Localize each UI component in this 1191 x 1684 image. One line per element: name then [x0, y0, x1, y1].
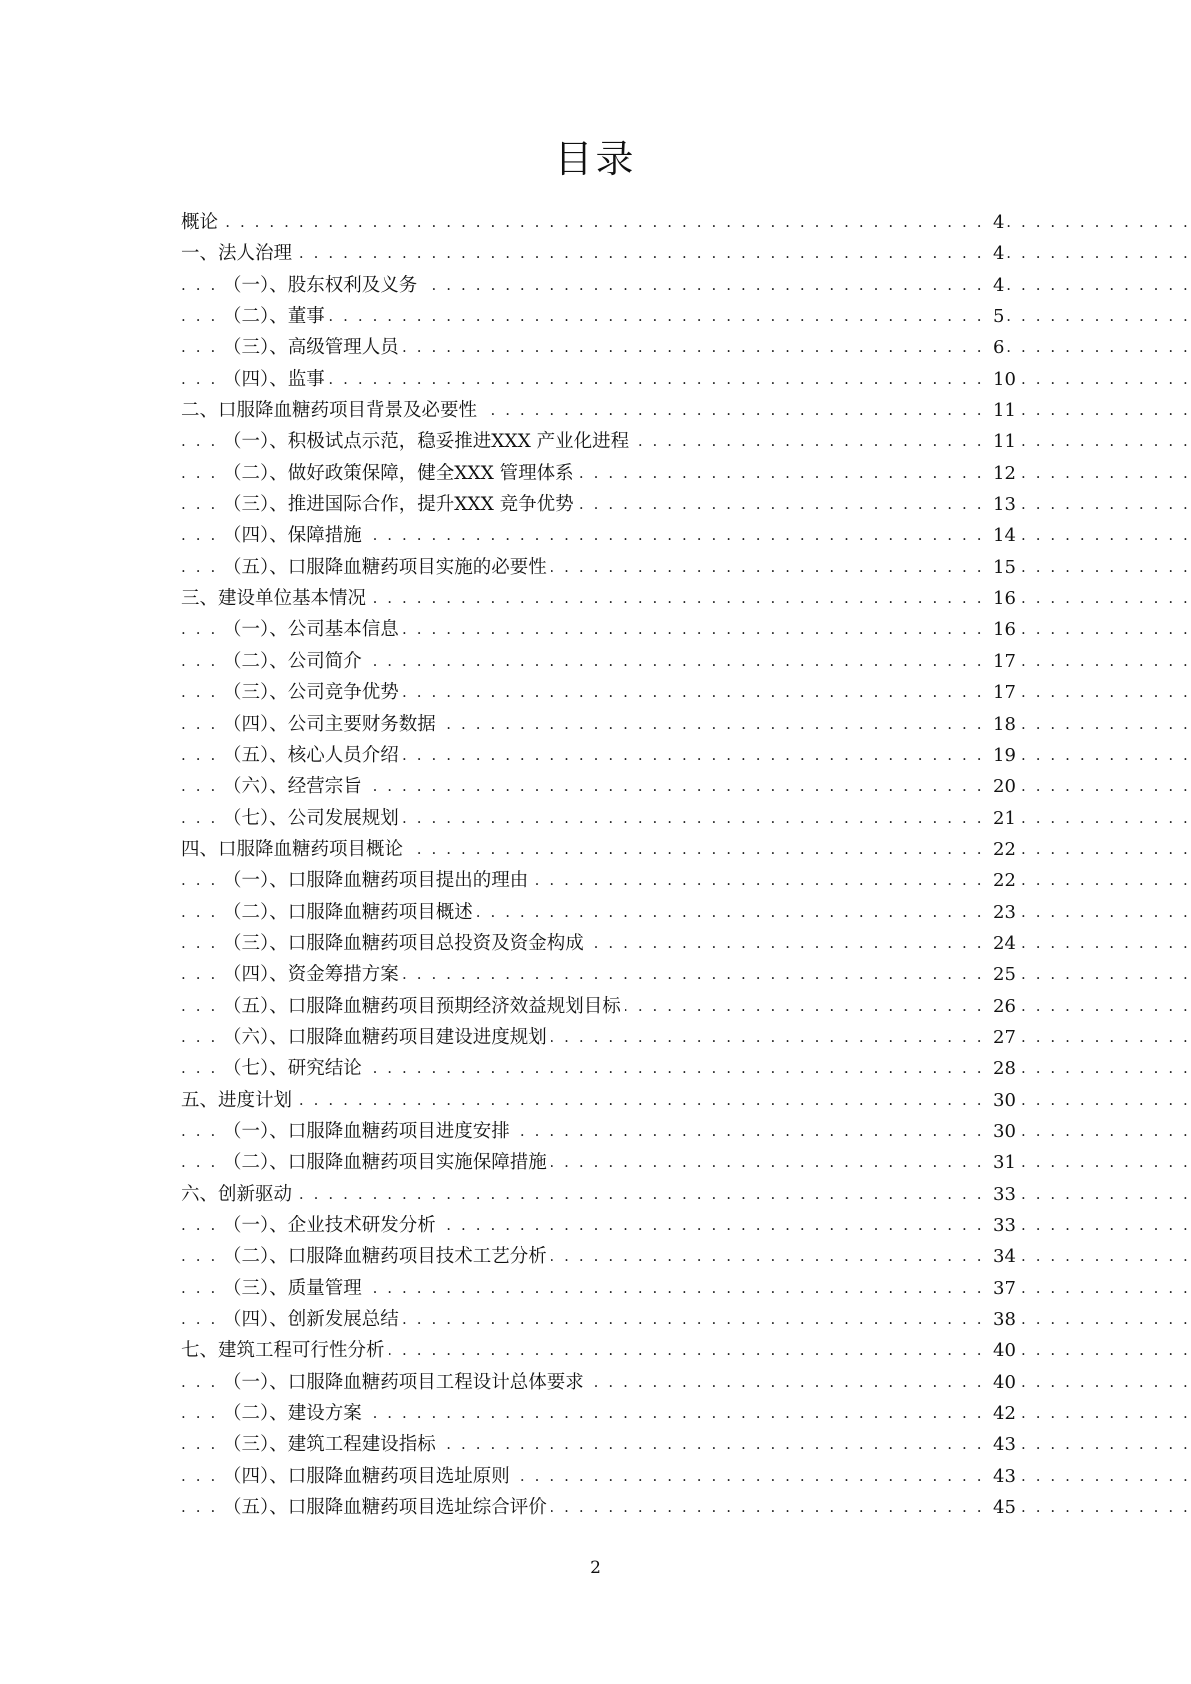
toc-entry-title: （五）、口服降血糖药项目预期经济效益规划目标 — [223, 996, 625, 1017]
toc-entry[interactable] — [181, 1492, 1191, 1523]
toc-entry-page-number: 5 — [991, 301, 1006, 332]
toc-entry-title: 二、口服降血糖药项目背景及必要性 — [181, 400, 481, 421]
toc-entry-title: （二）、董事 — [223, 306, 329, 327]
toc-entry-page-number: 43 — [991, 1429, 1018, 1460]
toc-entry-title: 七、建筑工程可行性分析 — [181, 1340, 389, 1361]
toc-entry-title: 四、口服降血糖药项目概论 — [181, 839, 407, 860]
toc-entry-title: （七）、研究结论 — [223, 1058, 366, 1079]
toc-dot-leader — [181, 207, 1191, 238]
toc-entry[interactable] — [181, 458, 1191, 489]
toc-entry-page-number: 33 — [991, 1210, 1018, 1241]
toc-entry-page-number: 4 — [991, 238, 1006, 269]
toc-entry-page-number: 16 — [991, 583, 1018, 614]
toc-entry[interactable] — [181, 395, 1191, 426]
toc-entry-page-number: 17 — [991, 646, 1018, 677]
toc-entry-page-number: 15 — [991, 552, 1018, 583]
toc-entry[interactable] — [181, 1273, 1191, 1304]
toc-entry[interactable] — [181, 1085, 1191, 1116]
toc-entry[interactable] — [181, 426, 1191, 457]
toc-entry-title: （二）、做好政策保障，健全XXX 管理体系 — [223, 463, 578, 484]
toc-entry-page-number: 12 — [991, 458, 1018, 489]
toc-entry-title: 三、建设单位基本情况 — [181, 588, 370, 609]
toc-entry[interactable] — [181, 803, 1191, 834]
toc-entry-title: （三）、质量管理 — [223, 1278, 366, 1299]
toc-entry-page-number: 33 — [991, 1179, 1018, 1210]
toc-entry[interactable] — [181, 332, 1191, 363]
toc-entry-title: （三）、高级管理人员 — [223, 337, 403, 358]
toc-entry-title: （四）、创新发展总结 — [223, 1309, 403, 1330]
toc-entry-title: （五）、核心人员介绍 — [223, 745, 403, 766]
toc-entry[interactable] — [181, 270, 1191, 301]
toc-entry-page-number: 38 — [991, 1304, 1018, 1335]
toc-entry-page-number: 24 — [991, 928, 1018, 959]
toc-entry[interactable] — [181, 238, 1191, 269]
toc-entry-title: （一）、公司基本信息 — [223, 619, 403, 640]
toc-entry-title: （五）、口服降血糖药项目实施的必要性 — [223, 557, 551, 578]
toc-entry-title: （七）、公司发展规划 — [223, 808, 403, 829]
toc-entry-page-number: 43 — [991, 1461, 1018, 1492]
toc-entry[interactable] — [181, 709, 1191, 740]
toc-entry-title: （四）、口服降血糖药项目选址原则 — [223, 1466, 514, 1487]
toc-entry-page-number: 23 — [991, 897, 1018, 928]
toc-entry-title: （一）、企业技术研发分析 — [223, 1215, 440, 1236]
toc-dot-leader — [181, 364, 1191, 395]
toc-entry-title: （四）、保障措施 — [223, 525, 366, 546]
toc-entry[interactable] — [181, 614, 1191, 645]
toc-entry[interactable] — [181, 959, 1191, 990]
toc-entry-page-number: 45 — [991, 1492, 1018, 1523]
toc-dot-leader — [181, 301, 1191, 332]
toc-entry[interactable] — [181, 646, 1191, 677]
toc-entry-page-number: 13 — [991, 489, 1018, 520]
toc-entry[interactable] — [181, 1210, 1191, 1241]
toc-entry-title: （四）、监事 — [223, 369, 329, 390]
toc-entry-page-number: 40 — [991, 1335, 1018, 1366]
toc-entry-page-number: 22 — [991, 865, 1018, 896]
toc-entry[interactable] — [181, 1429, 1191, 1460]
toc-entry-page-number: 19 — [991, 740, 1018, 771]
toc-entry-title: （三）、口服降血糖药项目总投资及资金构成 — [223, 933, 588, 954]
toc-entry-title: （四）、资金筹措方案 — [223, 964, 403, 985]
toc-entry[interactable] — [181, 207, 1191, 238]
toc-entry-page-number: 34 — [991, 1241, 1018, 1272]
toc-entry[interactable] — [181, 1179, 1191, 1210]
toc-entry[interactable] — [181, 928, 1191, 959]
toc-entry[interactable] — [181, 1022, 1191, 1053]
toc-entry-title: 概论 — [181, 212, 222, 233]
toc-entry[interactable] — [181, 1241, 1191, 1272]
toc-entry-title: （二）、口服降血糖药项目实施保障措施 — [223, 1152, 551, 1173]
toc-entry-page-number: 27 — [991, 1022, 1018, 1053]
toc-entry[interactable] — [181, 1147, 1191, 1178]
toc-entry-page-number: 21 — [991, 803, 1018, 834]
toc-entry-title: 六、创新驱动 — [181, 1184, 296, 1205]
toc-entry-page-number: 40 — [991, 1367, 1018, 1398]
table-of-contents — [181, 207, 1191, 1523]
toc-dot-leader — [181, 238, 1191, 269]
toc-entry[interactable] — [181, 1461, 1191, 1492]
toc-entry[interactable] — [181, 1335, 1191, 1366]
page-title: 目录 — [554, 137, 637, 181]
toc-entry-page-number: 22 — [991, 834, 1018, 865]
footer-page-number: 2 — [590, 1558, 601, 1578]
toc-entry-title: （三）、建筑工程建设指标 — [223, 1434, 440, 1455]
toc-entry-title: （二）、建设方案 — [223, 1403, 366, 1424]
toc-entry-title: 一、法人治理 — [181, 243, 296, 264]
toc-entry-title: （一）、口服降血糖药项目进度安排 — [223, 1121, 514, 1142]
toc-entry[interactable] — [181, 520, 1191, 551]
toc-entry-page-number: 6 — [991, 332, 1006, 363]
toc-entry-page-number: 30 — [991, 1085, 1018, 1116]
toc-entry-title: （六）、经营宗旨 — [223, 776, 366, 797]
toc-entry[interactable] — [181, 1053, 1191, 1084]
toc-entry[interactable] — [181, 834, 1191, 865]
toc-entry[interactable] — [181, 301, 1191, 332]
toc-entry[interactable] — [181, 552, 1191, 583]
toc-entry[interactable] — [181, 364, 1191, 395]
toc-entry-page-number: 17 — [991, 677, 1018, 708]
toc-entry[interactable] — [181, 991, 1191, 1022]
toc-entry[interactable] — [181, 1398, 1191, 1429]
toc-dot-leader — [181, 1179, 1191, 1210]
toc-entry[interactable] — [181, 677, 1191, 708]
toc-entry-title: （三）、公司竞争优势 — [223, 682, 403, 703]
toc-entry[interactable] — [181, 1116, 1191, 1147]
toc-entry-page-number: 4 — [991, 270, 1006, 301]
toc-entry-title: （一）、口服降血糖药项目提出的理由 — [223, 870, 532, 891]
toc-entry-page-number: 28 — [991, 1053, 1018, 1084]
toc-entry[interactable] — [181, 1367, 1191, 1398]
toc-entry-title: （一）、积极试点示范，稳妥推进XXX 产业化进程 — [223, 431, 633, 452]
toc-entry-page-number: 37 — [991, 1273, 1018, 1304]
toc-entry-page-number: 30 — [991, 1116, 1018, 1147]
toc-entry-title: （四）、公司主要财务数据 — [223, 714, 440, 735]
toc-entry[interactable] — [181, 771, 1191, 802]
toc-entry[interactable] — [181, 1304, 1191, 1335]
toc-entry[interactable] — [181, 865, 1191, 896]
toc-entry-page-number: 11 — [991, 426, 1018, 457]
toc-entry-page-number: 10 — [991, 364, 1018, 395]
toc-entry[interactable] — [181, 897, 1191, 928]
toc-entry-page-number: 16 — [991, 614, 1018, 645]
toc-dot-leader — [181, 1085, 1191, 1116]
toc-entry-title: （二）、口服降血糖药项目技术工艺分析 — [223, 1246, 551, 1267]
toc-entry-page-number: 26 — [991, 991, 1018, 1022]
toc-entry-title: （六）、口服降血糖药项目建设进度规划 — [223, 1027, 551, 1048]
toc-entry-title: （五）、口服降血糖药项目选址综合评价 — [223, 1497, 551, 1518]
toc-entry-page-number: 42 — [991, 1398, 1018, 1429]
toc-entry[interactable] — [181, 489, 1191, 520]
toc-entry[interactable] — [181, 740, 1191, 771]
toc-entry-title: （二）、口服降血糖药项目概述 — [223, 902, 477, 923]
toc-entry-page-number: 25 — [991, 959, 1018, 990]
toc-entry-page-number: 14 — [991, 520, 1018, 551]
toc-entry-page-number: 18 — [991, 709, 1018, 740]
toc-entry-title: （二）、公司简介 — [223, 651, 366, 672]
toc-entry[interactable] — [181, 583, 1191, 614]
toc-entry-page-number: 4 — [991, 207, 1006, 238]
toc-entry-page-number: 20 — [991, 771, 1018, 802]
toc-entry-title: （一）、股东权利及义务 — [223, 275, 421, 296]
toc-entry-title: 五、进度计划 — [181, 1090, 296, 1111]
toc-entry-page-number: 11 — [991, 395, 1018, 426]
toc-entry-title: （三）、推进国际合作，提升XXX 竞争优势 — [223, 494, 578, 515]
toc-entry-title: （一）、口服降血糖药项目工程设计总体要求 — [223, 1372, 588, 1393]
toc-entry-page-number: 31 — [991, 1147, 1018, 1178]
